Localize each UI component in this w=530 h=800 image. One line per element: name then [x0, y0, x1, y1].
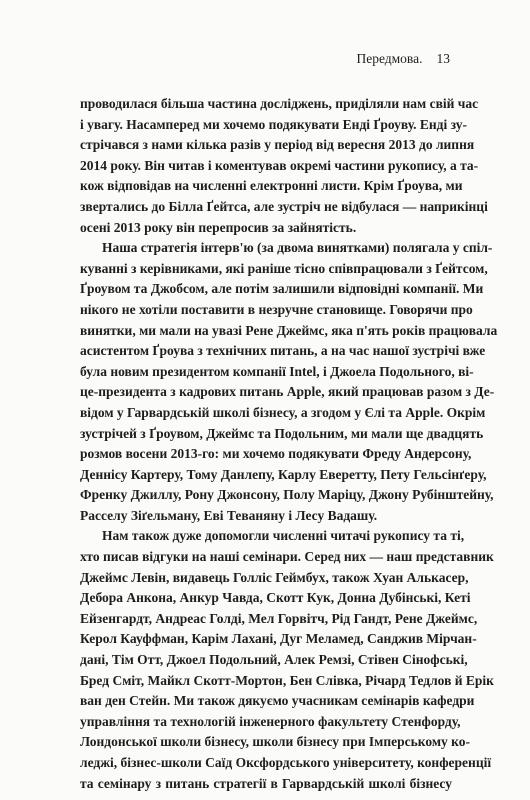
text-line: Ґроувом та Джобсом, але потім залишили відповідні компанії. Ми: [80, 281, 484, 297]
text-line: була новим президентом компанії Intel, і Джоела Подольного, ві-: [80, 363, 474, 379]
text-line: 2014 року. Він читав і коментував окремі частини рукопису, а та-: [80, 157, 479, 173]
text-line: Керол Кауффман, Карім Лахані, Дуг Меламед, Санджив Мірчан-: [80, 631, 477, 647]
text-line: відом у Гарвардській школі бізнесу, а згодом у Єлі та Apple. Окрім: [80, 404, 486, 420]
text-line: дані, Тім Отт, Джоел Подольний, Алек Ремзі, Стівен Сінофські,: [80, 652, 468, 668]
paragraph: [80, 94, 488, 238]
text-line: винятки, ми мали на увазі Рене Джеймс, яка п'ять років працювала: [80, 322, 498, 338]
text-line: Расселу Зіґельману, Еві Теваняну і Лесу Вадашу.: [80, 507, 378, 523]
text-line: це-президента з кадрових питань Apple, який працював разом з Де-: [80, 384, 495, 400]
text-line: хто писав відгуки на наші семінари. Серед них — наш представник: [80, 549, 494, 565]
text-line: куванні з керівниками, які раніше тісно співпрацювали з Ґейтсом,: [80, 260, 488, 276]
text-line: проводилася більша частина досліджень, приділяли нам свій час: [80, 96, 479, 111]
text-line: Ейзенгардт, Андреас Голді, Мел Горвітч, Рід Гандт, Рене Джеймс,: [80, 610, 478, 626]
text-line: ван ден Стейн. Ми також дякуємо учасникам семінарів кафедри: [80, 693, 475, 709]
running-header: [356, 51, 450, 67]
page-number: 13: [436, 51, 450, 66]
text-line: Джеймс Левін, видавець Голліс Геймбух, також Хуан Алькасер,: [80, 569, 469, 585]
text-line: управління та технологій інженерного факультету Стенфорду,: [80, 713, 461, 729]
text-line: Лондонської школи бізнесу, школи бізнесу при Імперському ко-: [80, 734, 470, 750]
text-line: стрічався з нами кілька разів у період від вересня 2013 до липня: [80, 137, 475, 153]
text-line: Дебора Анкона, Анкур Чавда, Скотт Кук, Донна Дубінські, Кеті: [80, 590, 471, 606]
text-line: Наша стратегія інтерв'ю (за двома винятками) полягала у спіл-: [102, 240, 493, 256]
paragraph: [80, 526, 494, 794]
body-text: [80, 94, 498, 794]
text-line: осені 2013 року він перепросив за зайнятість.: [80, 219, 357, 235]
text-line: Деннісу Картеру, Тому Данлепу, Карлу Еверетту, Пету Гельсінґеру,: [80, 466, 487, 482]
text-line: Нам також дуже допомогли численні читачі рукопису та ті,: [102, 528, 465, 544]
text-line: розмов восени 2013-го: ми хочемо подякувати Фреду Андерсону,: [80, 446, 472, 462]
text-line: асистентом Ґроува з технічних питань, а на час нашої зустрічі вже: [80, 343, 486, 359]
text-line: кож відповідав на численні електронні листи. Крім Ґроува, ми: [80, 178, 463, 194]
text-line: нікого не хотіли поставити в незручне становище. Говорячи про: [80, 301, 473, 317]
text-line: Бред Сміт, Майкл Скотт-Мортон, Бен Слівка, Річард Тедлов й Ерік: [80, 672, 494, 688]
section-title: Передмова.: [356, 51, 423, 66]
text-line: та семінару з питань стратегії в Гарвардській школі бізнесу: [80, 775, 452, 791]
text-line: звертались до Білла Ґейтса, але зустріч не відбулася — наприкінці: [80, 198, 488, 214]
text-line: леджі, бізнес-школи Саїд Оксфордського університету, конференції: [80, 755, 492, 770]
text-line: і увагу. Насамперед ми хочемо подякувати Енді Ґроуву. Енді зу-: [80, 116, 468, 132]
paragraph: [80, 238, 498, 526]
text-line: Френку Джиллу, Рону Джонсону, Полу Маріцу, Джону Рубінштейну,: [80, 487, 494, 503]
text-line: зустрічей з Ґроувом, Джеймс та Подольним, ми мали ще двадцять: [80, 425, 484, 441]
